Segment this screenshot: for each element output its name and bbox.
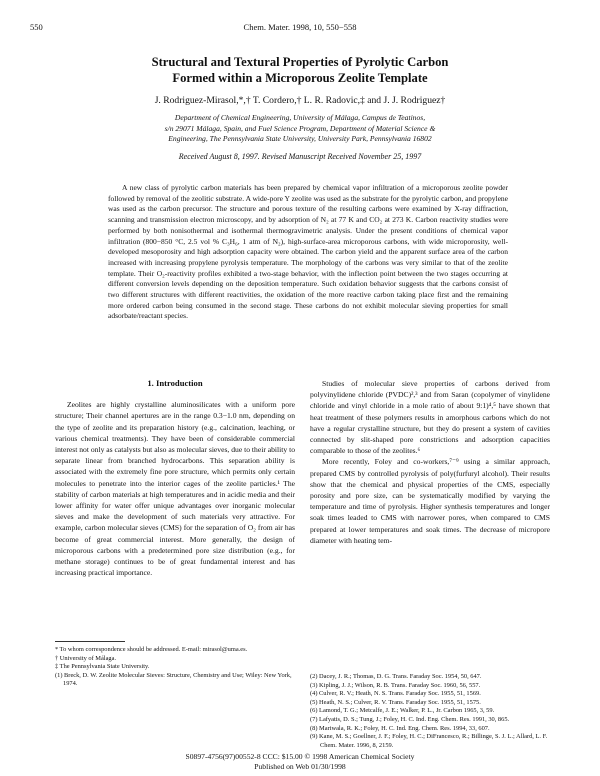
page-header bbox=[30, 22, 570, 36]
title-line: Formed within a Microporous Zeolite Template bbox=[172, 71, 428, 85]
footnote-rule bbox=[55, 641, 125, 642]
reference: (6) Lamond, T. G.; Metcalfe, J. E.; Walker, P. L., Jr. Carbon 1965, 3, 59. bbox=[310, 707, 495, 715]
right-column bbox=[310, 378, 550, 546]
reference: (7) Lafyatis, D. S.; Tung, J.; Foley, H. C. Ind. Eng. Chem. Res. 1991, 30, 865. bbox=[310, 715, 510, 723]
reference: (3) Kipling, J. J.; Wilson, R. B. Trans. Faraday Soc. 1960, 56, 557. bbox=[310, 681, 481, 689]
article-title bbox=[60, 54, 540, 86]
page-number: 550 bbox=[30, 22, 43, 32]
publication-date: Published on Web 01/30/1998 bbox=[254, 761, 346, 771]
footnote: ‡ The Pennsylvania State University. bbox=[55, 663, 150, 671]
reference: (5) Heath, N. S.; Culver, R. V. Trans. Faraday Soc. 1955, 51, 1575. bbox=[310, 698, 481, 706]
abstract: A new class of pyrolytic carbon materials has been prepared by chemical vapor infiltration of a microporous zeolite powder followed by removal of the zeolitic substrate. A wide-pore Y zeolite was used as the substrate for the pyrolytic carbon, and propylene was used as the carbon precursor. The structure and porous texture of the resulting carbons were examined by X-ray diffraction, scanning and transmission electron microscopy, and by adsorption of N₂ at 77 K and CO₂ at 273 K. Carbon reactivity studies were performed by both nonisothermal and isothermal thermogravimetric analysis. Under the present conditions of chemical vapor infiltration (800−850 °C, 2.5 vol % C₃H₆, 1 atm of N₂), high-surface-area microporous carbons, with wide microporosity, well-developed mesoporosity and high adsorption capacity were obtained. The carbon yield and the apparent surface area of the carbon increased with increasing propylene pyrolysis temperature. The morphology of the carbons was very similar to that of the zeolite template. Their O₂-reactivity profiles exhibited a two-stage behavior, with the inflection point between the two stages occurring at different conversion levels depending on the deposition temperature. Such oxidation behavior suggests that the carbons consist of two different structures with different reactivities, the oxidation of the more reactive carbon taking place first and the remaining more ordered carbon being consumed in the second stage. These carbons do not exhibit molecular sieving properties for small adsorbate/reactant species. bbox=[108, 183, 508, 321]
page-footer bbox=[0, 752, 600, 771]
footnote: † University of Málaga. bbox=[55, 654, 117, 662]
reference: (9) Kane, M. S.; Goellner, J. F.; Foley, H. C.; DiFrancesco, R.; Billinge, S. J. L.; Allard, L. F. Chem. Mater. 1996, 8, 2159. bbox=[310, 733, 548, 749]
body-paragraph: Studies of molecular sieve properties of carbons derived from polyvinylidene chloride (PVDC)²,³ and from Saran (copolymer of vinylidene chloride and vinyl chloride in a mole ratio of about 9:1)⁴,⁵ have shown that heat treatment of these polymers results in amorphous carbons which do not have a regular crystalline structure, but they do present a system of cavities connected by slit-shaped pore constrictions and adsorption capacities comparable to those of the zeolites.⁶ bbox=[310, 379, 550, 456]
reference: (4) Culver, R. V.; Heath, N. S. Trans. Faraday Soc. 1955, 51, 1569. bbox=[310, 690, 481, 698]
body-paragraph: Zeolites are highly crystalline aluminosilicates with a uniform pore structure; Their channel apertures are in the range 0.3−1.0 nm, depending on the type of zeolite and its preparation history (e.g., calcination, leaching, or various chemical treatments). They have been of considerable commercial interest not only as catalysts but also as molecular sieves, due to their ability to separate linear from branched hydrocarbons. This separation ability is associated with the extremely fine pore structure, which permits only certain molecules to penetrate into the interior cages of the zeolite particles.¹ The stability of carbon materials at high temperatures and in acidic media and their lower affinity for water offer unique advantages over inorganic molecular sieves and make the development of such materials very attractive. For example, carbon molecular sieves (CMS) for the separation of O₂ from air has become of great commercial interest. More generally, the design of microporous carbons with a predetermined pore size distribution (e.g., for methane storage) continues to be of great fundamental interest and has increasing practical importance. bbox=[55, 400, 295, 578]
section-heading: 1. Introduction bbox=[147, 378, 203, 388]
running-header: Chem. Mater. 1998, 10, 550−558 bbox=[243, 22, 357, 32]
affiliation-line: s/n 29071 Málaga, Spain, and Fuel Science Program, Department of Material Science & bbox=[164, 123, 436, 133]
reference: (8) Mariwala, R. K.; Foley, H. C. Ind. Eng. Chem. Res. 1994, 33, 607. bbox=[310, 724, 490, 732]
footnotes bbox=[55, 641, 295, 689]
footnote: * To whom correspondence should be addressed. E-mail: mirasol@uma.es. bbox=[55, 646, 248, 653]
reference-list bbox=[310, 673, 550, 750]
affiliation-line: Department of Chemical Engineering, University of Málaga, Campus de Teatinos, bbox=[174, 113, 426, 122]
received-dates: Received August 8, 1997. Revised Manuscript Received November 25, 1997 bbox=[178, 152, 422, 161]
footnote: (1) Breck, D. W. Zeolite Molecular Sieves: Structure, Chemistry and Use; Wiley: New York, 1974. bbox=[55, 671, 292, 688]
reference: (2) Dacey, J. R.; Thomas, D. G. Trans. Faraday Soc. 1954, 50, 647. bbox=[310, 673, 482, 680]
affiliations bbox=[60, 113, 540, 145]
affiliation-line: Engineering, The Pennsylvania State University, University Park, Pennsylvania 16802 bbox=[168, 134, 432, 143]
author-list: J. Rodriguez-Mirasol,*,† T. Cordero,† L. R. Radovic,‡ and J. J. Rodriguez† bbox=[154, 95, 446, 106]
copyright-line: S0897-4756(97)00552-8 CCC: $15.00 © 1998 American Chemical Society bbox=[185, 752, 415, 761]
left-column bbox=[55, 378, 295, 578]
title-line: Structural and Textural Properties of Pyrolytic Carbon bbox=[151, 55, 449, 69]
body-paragraph: More recently, Foley and co-workers,⁷⁻⁹ using a similar approach, prepared CMS by controlled pyrolysis of poly(furfuryl alcohol). Their results show that the chemical and physical properties of the CMS, especially porosity and pore size, can be systematically modified by varying the temperature and time of pyrolysis. Higher synthesis temperatures and longer soak times leaded to CMS with narrower pores, when compared to CMS prepared at lower temperatures and soak times. The decrease of micropore diameter with heating tem- bbox=[310, 457, 550, 545]
